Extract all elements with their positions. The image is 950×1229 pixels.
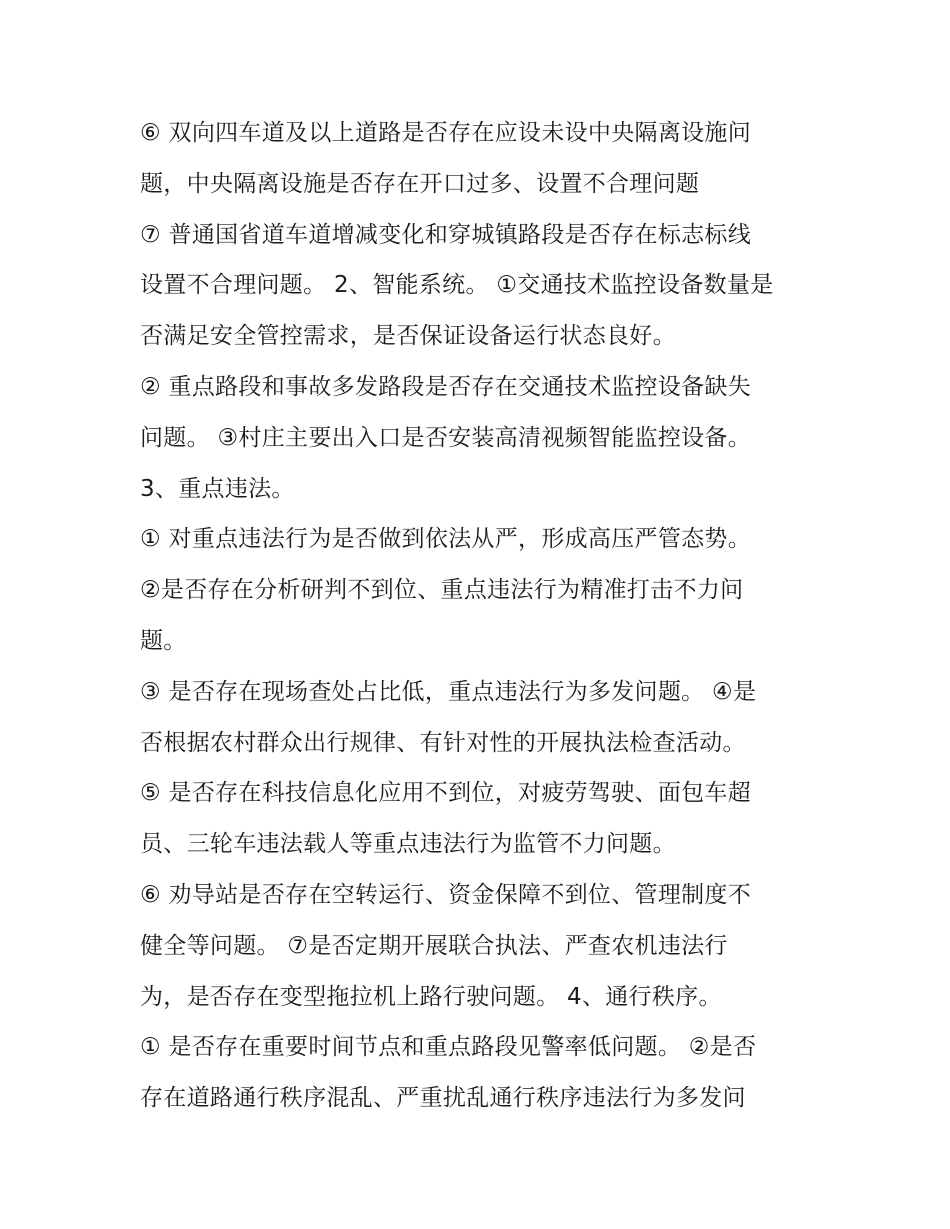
text-line: 题。: [140, 627, 187, 654]
text-line: ① 是否存在重要时间节点和重点路段见警率低问题。 ②是否: [140, 1034, 757, 1061]
text-line: ③ 是否存在现场查处占比低，重点违法行为多发问题。 ④是: [140, 678, 757, 705]
text-line: ⑦ 普通国省道车道增减变化和穿城镇路段是否存在标志标线: [140, 221, 752, 248]
text-line: 否满足安全管控需求，是否保证设备运行状态良好。: [140, 323, 676, 350]
text-line: 设置不合理问题。 2、智能系统。 ①交通技术监控设备数量是: [140, 272, 774, 299]
text-line: 题，中央隔离设施是否存在开口过多、设置不合理问题: [140, 170, 700, 197]
text-line: 否根据农村群众出行规律、有针对性的开展执法检查活动。: [140, 729, 746, 756]
text-line: ① 对重点违法行为是否做到依法从严，形成高压严管态势。: [140, 526, 752, 553]
text-line: ⑤ 是否存在科技信息化应用不到位，对疲劳驾驶、面包车超: [140, 780, 752, 807]
text-line: ②是否存在分析研判不到位、重点违法行为精准打击不力问: [140, 577, 744, 604]
text-line: 问题。 ③村庄主要出入口是否安装高清视频智能监控设备。: [140, 424, 752, 451]
section-heading: 3、重点违法。: [140, 475, 295, 502]
text-line: 为，是否存在变型拖拉机上路行驶问题。 4、通行秩序。: [140, 983, 722, 1010]
text-line: 存在道路通行秩序混乱、严重扰乱通行秩序违法行为多发问: [140, 1085, 746, 1112]
text-line: ⑥ 双向四车道及以上道路是否存在应设未设中央隔离设施问: [140, 120, 752, 146]
body-text: [140, 108, 830, 1124]
text-line: 健全等问题。 ⑦是否定期开展联合执法、严查农机违法行: [140, 932, 728, 959]
text-line: ⑥ 劝导站是否存在空转运行、资金保障不到位、管理制度不: [140, 881, 752, 908]
text-line: 员、三轮车违法载人等重点违法行为监管不力问题。: [140, 831, 676, 858]
text-line: ② 重点路段和事故多发路段是否存在交通技术监控设备缺失: [140, 373, 752, 400]
